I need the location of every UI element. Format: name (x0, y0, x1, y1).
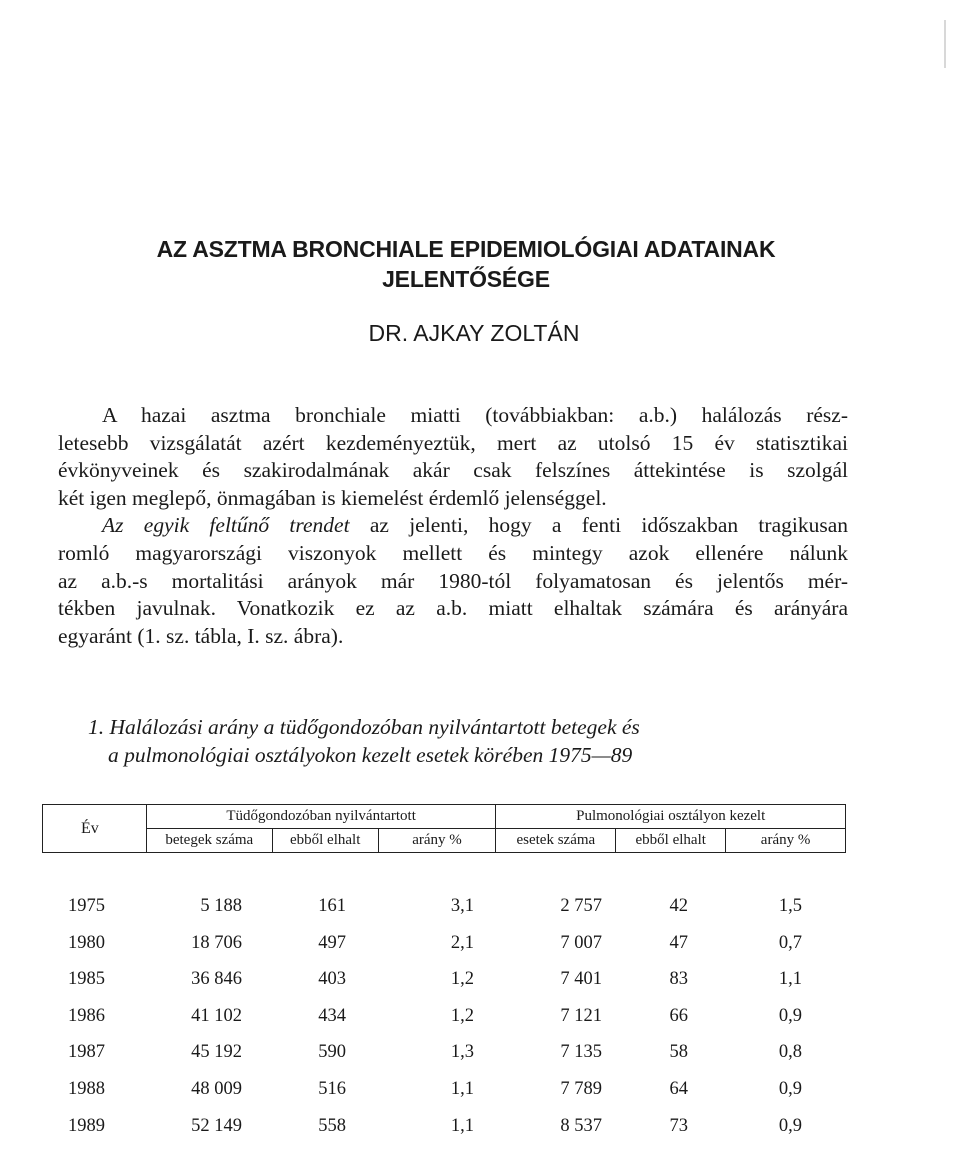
cell-arany-1: 1,3 (450, 1042, 474, 1063)
cell-arany-2: 0,9 (778, 1115, 802, 1136)
cell-betegek-szama: 52 149 (191, 1115, 242, 1136)
group-header-tudogondozo: Tüdőgondozóban nyilvántartott (146, 805, 496, 829)
cell-betegek-szama: 45 192 (191, 1042, 242, 1063)
cell-elhalt-1: 403 (318, 969, 346, 990)
scan-edge-mark (944, 20, 946, 68)
cell-elhalt-1: 434 (318, 1005, 346, 1026)
sub-header-ebbol-elhalt-1: ebből elhalt (272, 829, 378, 853)
caption-line-1: 1. Halálozási arány a tüdőgondozóban nyilvántartott betegek és (88, 715, 640, 739)
sub-header-arany-1: arány % (378, 829, 496, 853)
cell-year: 1988 (68, 1078, 105, 1099)
cell-esetek-szama: 7 007 (560, 932, 602, 953)
cell-esetek-szama: 7 135 (560, 1042, 602, 1063)
cell-arany-1: 2,1 (450, 932, 474, 953)
cell-elhalt-1: 497 (318, 932, 346, 953)
cell-betegek-szama: 18 706 (191, 932, 242, 953)
paragraph-line: két igen meglepő, önmagában is kiemelést érdemlő jelenséggel. (58, 485, 607, 510)
table-caption (88, 713, 848, 769)
cell-elhalt-1: 590 (318, 1042, 346, 1063)
cell-elhalt-2: 42 (669, 896, 688, 916)
emphasis-text: Az egyik feltűnő trendet (102, 513, 350, 538)
cell-elhalt-1: 516 (318, 1078, 346, 1099)
table-row (42, 933, 846, 970)
sub-header-betegek-szama: betegek száma (146, 829, 272, 853)
article-title-line-2: JELENTŐSÉGE (382, 266, 550, 292)
table-row (42, 1006, 846, 1043)
table-row (42, 1079, 846, 1116)
cell-year: 1980 (68, 932, 105, 953)
cell-year: 1985 (68, 969, 105, 990)
cell-arany-2: 1,5 (778, 896, 802, 916)
body-paragraph (58, 402, 848, 650)
sub-header-ebbol-elhalt-2: ebből elhalt (616, 829, 726, 853)
author-name: DR. AJKAY ZOLTÁN (368, 320, 580, 346)
cell-year: 1975 (68, 896, 105, 916)
cell-year: 1986 (68, 1005, 105, 1026)
cell-elhalt-2: 66 (669, 1005, 688, 1026)
cell-betegek-szama: 36 846 (191, 969, 242, 990)
table-row (42, 1042, 846, 1079)
paragraph-line-rest: az jelenti, hogy a fenti időszakban tragikusan (349, 513, 848, 538)
cell-arany-1: 1,1 (450, 1115, 474, 1136)
cell-arany-1: 1,2 (450, 1005, 474, 1026)
cell-elhalt-2: 73 (669, 1115, 688, 1136)
cell-arany-2: 0,7 (778, 932, 802, 953)
paragraph-line: letesebb vizsgálatát azért kezdeményeztük, mert az utolsó 15 év statisztikai (58, 430, 848, 455)
table-row (42, 896, 846, 933)
cell-betegek-szama: 48 009 (191, 1078, 242, 1099)
year-column-header: Év (43, 805, 147, 853)
mortality-table-body (42, 896, 846, 1152)
cell-esetek-szama: 7 401 (560, 969, 602, 990)
paragraph-line (58, 512, 848, 540)
cell-elhalt-2: 83 (669, 969, 688, 990)
cell-arany-1: 3,1 (450, 896, 474, 916)
paragraph-line: évkönyveinek és szakirodalmának akár csak felszínes áttekintése is szolgál (58, 458, 848, 483)
mortality-table-header (42, 804, 846, 853)
cell-arany-2: 1,1 (778, 969, 802, 990)
paragraph-line: romló magyarországi viszonyok mellett és mintegy azok ellenére nálunk (58, 540, 848, 565)
cell-esetek-szama: 2 757 (560, 896, 602, 916)
cell-esetek-szama: 8 537 (560, 1115, 602, 1136)
sub-header-esetek-szama: esetek száma (496, 829, 616, 853)
cell-arany-1: 1,1 (450, 1078, 474, 1099)
cell-elhalt-1: 161 (318, 896, 346, 916)
paragraph-line: A hazai asztma bronchiale miatti (továbbiakban: a.b.) halálozás rész- (102, 403, 848, 427)
paragraph-line: egyaránt (1. sz. tábla, I. sz. ábra). (58, 623, 344, 648)
table-row (42, 1116, 846, 1153)
cell-betegek-szama: 41 102 (191, 1005, 242, 1026)
cell-year: 1989 (68, 1115, 105, 1136)
cell-arany-1: 1,2 (450, 969, 474, 990)
cell-elhalt-2: 47 (669, 932, 688, 953)
cell-elhalt-1: 558 (318, 1115, 346, 1136)
cell-year: 1987 (68, 1042, 105, 1063)
table-row (42, 969, 846, 1006)
cell-esetek-szama: 7 789 (560, 1078, 602, 1099)
cell-arany-2: 0,9 (778, 1078, 802, 1099)
cell-arany-2: 0,8 (778, 1042, 802, 1063)
paragraph-line: tékben javulnak. Vonatkozik ez az a.b. miatt elhaltak számára és arányára (58, 596, 848, 621)
cell-betegek-szama: 5 188 (200, 896, 242, 916)
group-header-pulmonologia: Pulmonológiai osztályon kezelt (496, 805, 846, 829)
cell-esetek-szama: 7 121 (560, 1005, 602, 1026)
sub-header-arany-2: arány % (726, 829, 846, 853)
paragraph-line: az a.b.-s mortalitási arányok már 1980-tól folyamatosan és jelentős mér- (58, 568, 848, 593)
article-title-line-1: AZ ASZTMA BRONCHIALE EPIDEMIOLÓGIAI ADATAINAK (156, 236, 776, 262)
cell-arany-2: 0,9 (778, 1005, 802, 1026)
cell-elhalt-2: 64 (669, 1078, 688, 1099)
caption-line-2: a pulmonológiai osztályokon kezelt esetek körében 1975—89 (108, 743, 633, 767)
cell-elhalt-2: 58 (669, 1042, 688, 1063)
